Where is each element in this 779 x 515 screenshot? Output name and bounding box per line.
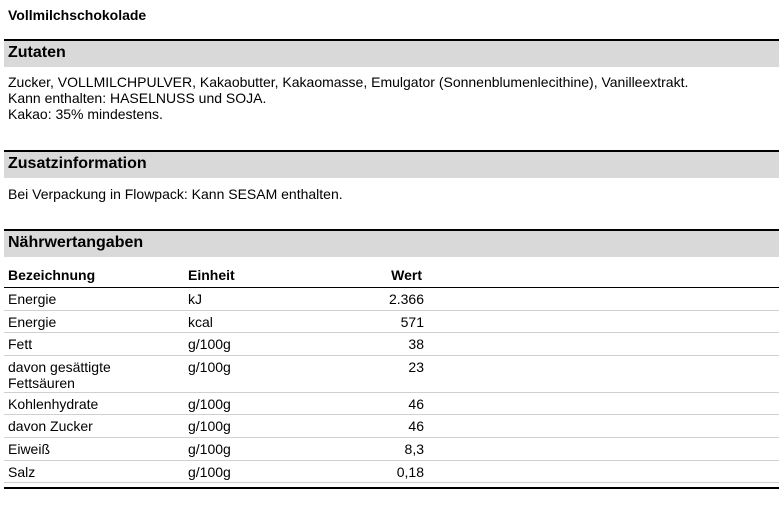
row-value: 571 <box>400 313 424 330</box>
bottom-divider <box>4 487 779 489</box>
row-name: Eiweiß <box>8 440 51 457</box>
row-name-line: Fettsäuren <box>8 374 75 391</box>
table-row <box>4 288 779 311</box>
section-header-zusatzinformation: Zusatzinformation <box>4 150 779 178</box>
product-title: Vollmilchschokolade <box>8 7 147 23</box>
header-einheit: Einheit <box>188 267 235 283</box>
table-row <box>4 415 779 438</box>
row-unit: g/100g <box>188 336 231 353</box>
section-header-zutaten: Zutaten <box>4 39 779 67</box>
header-wert: Wert <box>391 267 422 283</box>
row-value: 46 <box>408 395 424 412</box>
table-row <box>4 356 779 393</box>
zusatz-text: Bei Verpackung in Flowpack: Kann SESAM enthalten. <box>8 186 343 202</box>
table-row <box>4 438 779 461</box>
table-row <box>4 311 779 334</box>
row-value: 2.366 <box>388 291 424 307</box>
row-name-line: davon gesättigte <box>8 358 111 375</box>
row-value: 8,3 <box>404 440 424 457</box>
zutaten-line: Kakao: 35% mindestens. <box>8 106 163 122</box>
row-unit: g/100g <box>188 418 231 435</box>
row-unit: kJ <box>188 291 202 307</box>
row-unit: g/100g <box>188 395 231 412</box>
section-header-naehrwertangaben: Nährwertangaben <box>4 229 779 257</box>
nutrition-table-header <box>4 262 779 288</box>
row-name: Salz <box>8 463 36 480</box>
zutaten-text <box>8 74 688 122</box>
row-name: Fett <box>8 336 33 353</box>
table-row <box>4 461 779 484</box>
row-name: Kohlenhydrate <box>8 395 99 412</box>
row-name: Energie <box>8 313 57 330</box>
zutaten-line: Zucker, VOLLMILCHPULVER, Kakaobutter, Kakaomasse, Emulgator (Sonnenblumenlecithine), Vanilleextrakt. <box>8 74 689 90</box>
row-name: Energie <box>8 291 57 307</box>
table-row <box>4 333 779 356</box>
zutaten-line: Kann enthalten: HASELNUSS und SOJA. <box>8 90 267 106</box>
row-unit: kcal <box>188 313 213 330</box>
row-value: 0,18 <box>396 463 424 480</box>
row-value: 38 <box>408 336 424 353</box>
row-unit: g/100g <box>188 463 231 480</box>
row-name <box>8 359 178 391</box>
table-row <box>4 393 779 416</box>
row-value: 23 <box>408 358 424 375</box>
nutrition-table <box>4 262 779 483</box>
row-value: 46 <box>408 418 424 435</box>
row-unit: g/100g <box>188 440 231 457</box>
row-name: davon Zucker <box>8 418 93 435</box>
header-bezeichnung: Bezeichnung <box>8 267 96 283</box>
row-unit: g/100g <box>188 358 231 375</box>
